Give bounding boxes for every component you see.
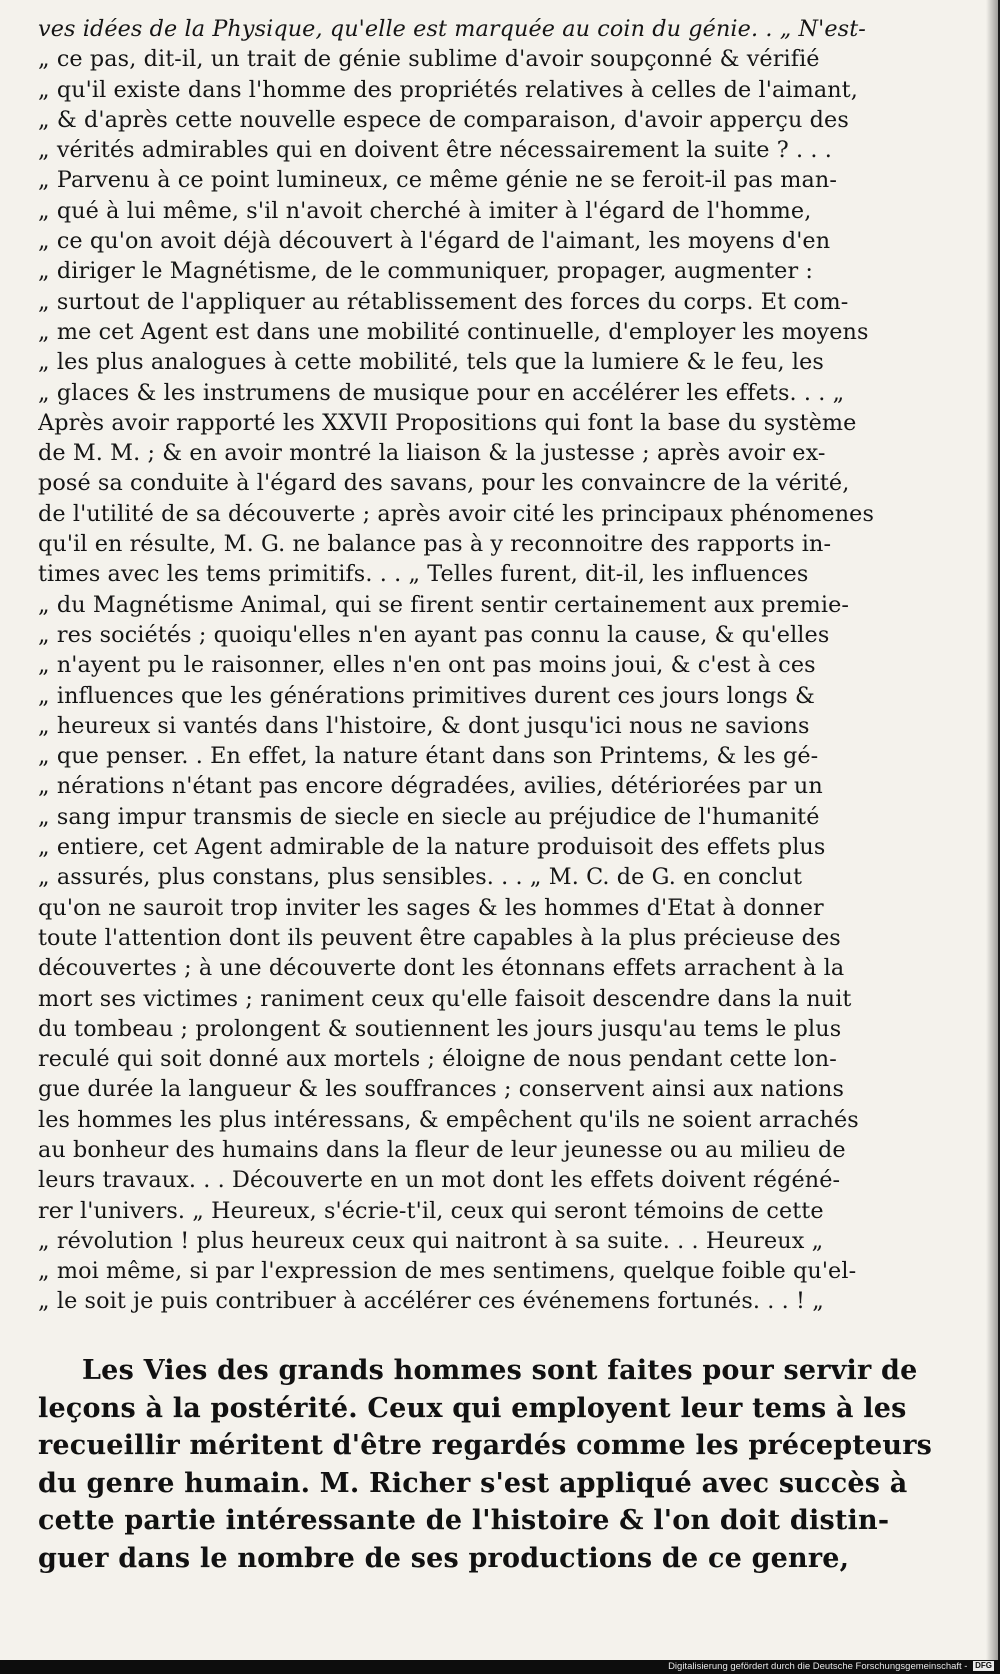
text-line: „ glaces & les instrumens de musique pour en accélérer les effets. . . „: [38, 379, 845, 406]
text-line: „ les plus analogues à cette mobilité, tels que la lumiere & le feu, les: [38, 349, 824, 376]
text-line: „ ce pas, dit-il, un trait de génie sublime d'avoir soupçonné & vérifié: [38, 46, 820, 73]
text-line: gue durée la langueur & les souffrances ; conservent ainsi aux nations: [38, 1076, 845, 1103]
text-line: „ que penser. . En effet, la nature étant dans son Printems, & les gé-: [38, 743, 819, 770]
text-line: „ diriger le Magnétisme, de le communiquer, propager, augmenter :: [38, 258, 814, 285]
text-line: du tombeau ; prolongent & soutiennent les jours jusqu'au tems le plus: [38, 1015, 842, 1042]
text-line: „ moi même, si par l'expression de mes sentimens, quelque foible qu'el-: [38, 1258, 857, 1285]
text-line: leçons à la postérité. Ceux qui employent leur tems à les: [38, 1392, 907, 1424]
text-line: au bonheur des humains dans la fleur de leur jeunesse ou au milieu de: [38, 1136, 846, 1163]
text-line: cette partie intéressante de l'histoire & l'on doit distin-: [38, 1505, 890, 1536]
text-line: du genre humain. M. Richer s'est appliqué avec succès à: [38, 1467, 908, 1499]
text-line: „ nérations n'étant pas encore dégradées, avilies, détériorées par un: [38, 773, 823, 800]
text-line: de l'utilité de sa découverte ; après avoir cité les principaux phénomenes: [38, 500, 875, 527]
text-line: „ révolution ! plus heureux ceux qui naitront à sa suite. . . Heureux „: [38, 1227, 824, 1254]
text-line: „ n'ayent pu le raisonner, elles n'en ont pas moins joui, & c'est à ces: [38, 652, 816, 679]
paragraph-richer-lives: [38, 1352, 970, 1577]
text-line: „ influences que les générations primitives durent ces jours longs &: [38, 682, 815, 709]
text-line: „ heureux si vantés dans l'histoire, & dont jusqu'ici nous ne savions: [38, 712, 810, 739]
text-line: „ ce qu'on avoit déjà découvert à l'égard de l'aimant, les moyens d'en: [38, 228, 831, 255]
funding-text: Digitalisierung gefördert durch die Deutsche Forschungsgemeinschaft -: [668, 1661, 968, 1672]
text-line: qu'on ne sauroit trop inviter les sages & les hommes d'Etat à donner: [38, 894, 824, 921]
text-line: rer l'univers. „ Heureux, s'écrie-t'il, ceux qui seront témoins de cette: [38, 1197, 824, 1224]
text-line: „ qué à lui même, s'il n'avoit cherché à imiter à l'égard de l'homme,: [38, 197, 812, 224]
text-line: „ entiere, cet Agent admirable de la nature produisoit des effets plus: [38, 834, 826, 861]
text-line: „ Parvenu à ce point lumineux, ce même génie ne se feroit-il pas man-: [38, 167, 837, 194]
funding-footer: [668, 1660, 994, 1674]
text-line: „ qu'il existe dans l'homme des propriétés relatives à celles de l'aimant,: [38, 76, 858, 103]
text-line: Les Vies des grands hommes sont faites pour servir de: [82, 1355, 918, 1386]
text-line: guer dans le nombre de ses productions de ce genre,: [38, 1542, 850, 1574]
dfg-logo-icon: DFG: [975, 1661, 992, 1670]
text-line: „ assurés, plus constans, plus sensibles. . . „ M. C. de G. en conclut: [38, 864, 803, 891]
text-line: „ du Magnétisme Animal, qui se firent sentir certainement aux premie-: [38, 591, 850, 618]
text-line: Après avoir rapporté les XXVII Propositions qui font la base du système: [38, 409, 857, 436]
text-line: qu'il en résulte, M. G. ne balance pas à y reconnoitre des rapports in-: [38, 531, 832, 558]
text-line: découvertes ; à une découverte dont les étonnans effets arrachent à la: [38, 955, 845, 982]
text-line: „ sang impur transmis de siecle en siecle au préjudice de l'humanité: [38, 803, 820, 830]
text-line: toute l'attention dont ils peuvent être capables à la plus précieuse des: [38, 924, 841, 951]
text-line: de M. M. ; & en avoir montré la liaison & la justesse ; après avoir ex-: [38, 440, 826, 467]
text-line: „ vérités admirables qui en doivent être nécessairement la suite ? . . .: [38, 137, 832, 164]
text-line: „ surtout de l'appliquer au rétablissement des forces du corps. Et com-: [38, 288, 849, 315]
paragraph-magnetism-review: [38, 14, 970, 1317]
text-line: „ le soit je puis contribuer à accélérer ces événemens fortunés. . . ! „: [38, 1288, 824, 1315]
text-line: posé sa conduite à l'égard des savans, pour les convaincre de la vérité,: [38, 470, 850, 497]
text-line: les hommes les plus intéressans, & empêchent qu'ils ne soient arrachés: [38, 1106, 859, 1133]
text-line: times avec les tems primitifs. . . „ Telles furent, dit-il, les influences: [38, 561, 809, 588]
text-line: „ res sociétés ; quoiqu'elles n'en ayant pas connu la cause, & qu'elles: [38, 621, 830, 648]
text-line: „ me cet Agent est dans une mobilité continuelle, d'employer les moyens: [38, 318, 869, 345]
text-line: „ & d'après cette nouvelle espece de comparaison, d'avoir apperçu des: [38, 106, 849, 133]
text-line: leurs travaux. . . Découverte en un mot dont les effets doivent régéné-: [38, 1167, 841, 1194]
text-line: mort ses victimes ; raniment ceux qu'elle faisoit descendre dans la nuit: [38, 985, 852, 1012]
text-line: reculé qui soit donné aux mortels ; éloigne de nous pendant cette lon-: [38, 1046, 837, 1073]
text-line: recueillir méritent d'être regardés comme les précepteurs: [38, 1430, 933, 1461]
text-line: ves idées de la Physique, qu'elle est marquée au coin du génie. . „ N'est-: [38, 16, 866, 42]
